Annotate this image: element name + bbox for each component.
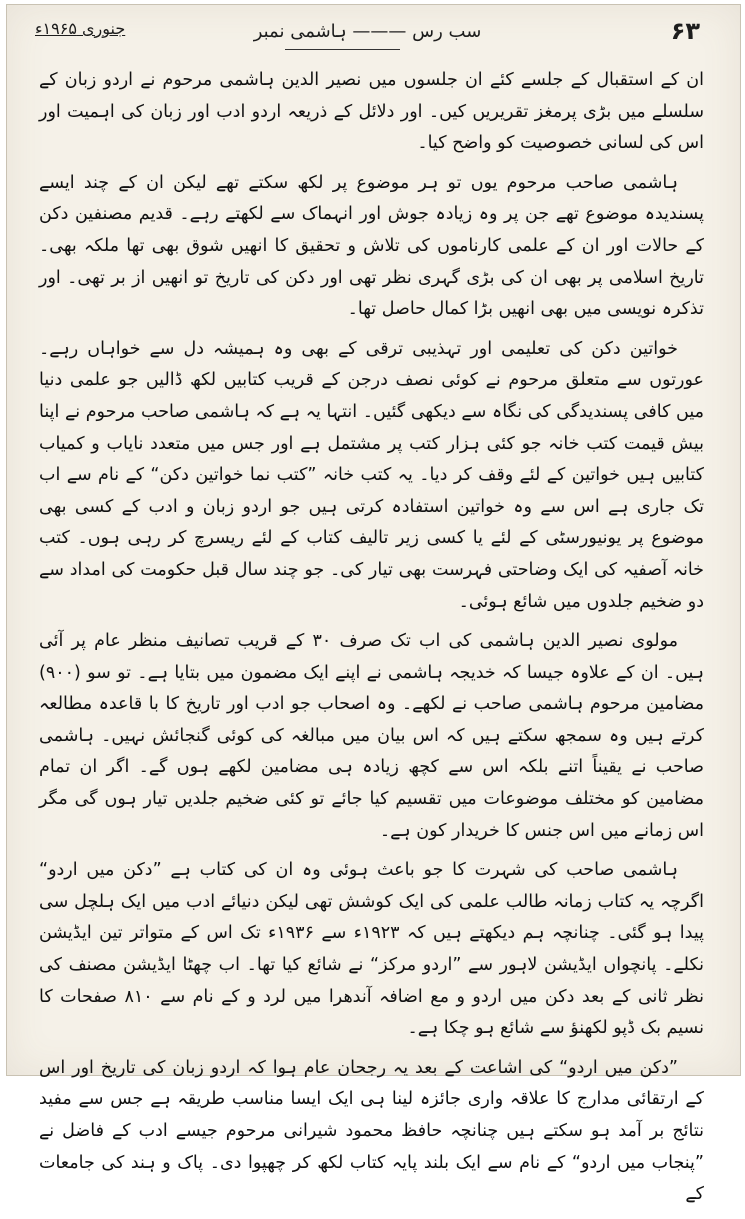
paragraph: ان کے استقبال کے جلسے کئے ان جلسوں میں نصیر الدین ہاشمی مرحوم نے اردو زبان کے سلسلے میں بڑی پرمغز تقریریں کیں۔ اور دلائل کے ذریعہ اردو ادب اور زبان کی اہمیت اور اس کی لسانی خصوصیت کو واضح کیا۔ bbox=[39, 70, 704, 154]
page-number: ۶۳ bbox=[670, 17, 700, 45]
running-title: سب رس ——— ہاشمی نمبر bbox=[253, 21, 482, 42]
header-rule bbox=[285, 49, 400, 50]
paragraph: ”دکن میں اردو“ کی اشاعت کے بعد یہ رجحان عام ہوا کہ اردو زبان کی تاریخ اور اس کے ارتقائی مدارج کا علاقہ واری جائزہ لینا ہی ایک ایسا مناسب طریقہ ہے جس سے مفید نتائج بر آمد ہو سکتے ہیں چنانچہ حافظ محمود شیرانی مرحوم جیسے ادب کے فاضل نے ”پنجاب میں اردو“ کے نام سے ایک بلند پایہ کتاب لکھ کر چھپوا دی۔ پاک و ہند کی جامعات کے bbox=[39, 1057, 704, 1205]
paragraph: مولوی نصیر الدین ہاشمی کی اب تک صرف ۳۰ کے قریب تصانیف منظر عام پر آئی ہیں۔ ان کے علاوہ جیسا کہ خدیجہ ہاشمی نے اپنے ایک مضمون میں بتایا ہے۔ تو سو (۹۰۰) مضامین مرحوم ہاشمی صاحب نے لکھے۔ وہ اصحاب جو ادب اور تاریخ کا با قاعدہ مطالعہ کرتے ہیں وہ سمجھ سکتے ہیں کہ اس بیان میں مبالغہ کی کوئی گنجائش نہیں۔ ہاشمی صاحب نے یقیناً اتنے بلکہ اس سے کچھ زیادہ ہی مضامین لکھے ہوں گے۔ اگر ان تمام مضامین کو مختلف موضوعات میں تقسیم کیا جائے تو کئی ضخیم جلدیں تیار ہوں گی مگر اس زمانے میں اس جنس کا خریدار کون ہے۔ bbox=[39, 631, 704, 841]
document-page bbox=[6, 4, 741, 1205]
page-body bbox=[39, 65, 704, 1219]
page-header bbox=[35, 17, 700, 53]
paragraph: ہاشمی صاحب کی شہرت کا جو باعث ہوئی وہ ان کی کتاب ہے ”دکن میں اردو“ اگرچہ یہ کتاب زمانہ طالب علمی کی ایک کوشش تھی لیکن دنیائے ادب میں ایک ہلچل سی پیدا ہو گئی۔ چنانچہ ہم دیکھتے ہیں کہ ۱۹۲۳ء سے ۱۹۳۶ء تک اس کے متواتر تین ایڈیشن نکلے۔ پانچواں ایڈیشن لاہور سے ”اردو مرکز“ نے شائع کیا تھا۔ اب چھٹا ایڈیشن مصنف کی نظر ثانی کے بعد دکن میں اردو و مع اضافہ آندھرا میں لرد و کے نام سے ۸۱۰ صفحات کا نسیم بک ڈپو لکھنؤ سے شائع ہو چکا ہے۔ bbox=[39, 860, 704, 1039]
issue-date: جنوری ۱۹۶۵ء bbox=[35, 19, 126, 38]
paragraph: ہاشمی صاحب مرحوم یوں تو ہر موضوع پر لکھ سکتے تھے لیکن ان کے چند ایسے پسندیدہ موضوع تھے جن پر وہ زیادہ جوش اور انہماک سے لکھتے رہے۔ قدیم مصنفین دکن کے حالات اور ان کے علمی کارناموں کی تلاش و تحقیق کا انھیں شوق بھی تھا ملکہ بھی۔ تاریخ اسلامی پر بھی ان کی بڑی گہری نظر تھی اور دکن کی تاریخ تو انھیں از بر تھی۔ اور تذکرہ نویسی میں بھی انھیں بڑا کمال حاصل تھا۔ bbox=[39, 172, 704, 320]
paragraph: خواتین دکن کی تعلیمی اور تہذیبی ترقی کے بھی وہ ہمیشہ دل سے خواہاں رہے۔ عورتوں سے متعلق مرحوم نے کوئی نصف درجن کے قریب کتابیں لکھ ڈالیں جو علمی دنیا میں کافی پسندیدگی کی نگاہ سے دیکھی گئیں۔ انتہا یہ ہے کہ ہاشمی صاحب مرحوم نے اپنا بیش قیمت کتب خانہ جو کئی ہزار کتب پر مشتمل ہے اور جس میں متعدد نایاب و کمیاب کتابیں ہیں خواتین کے لئے وقف کر دیا۔ یہ کتب خانہ ”کتب نما خواتین دکن“ کے نام سے اب تک جاری ہے اس سے وہ خواتین استفادہ کرتی ہیں جو اردو زبان و ادب کے کسی بھی موضوع پر یونیورسٹی کے لئے یا کسی زیر تالیف کتاب کے لئے ریسرچ کر رہی ہوں۔ کتب خانہ آصفیہ کی ایک وضاحتی فہرست بھی تیار کی۔ جو چند سال قبل حکومت کی امداد سے دو ضخیم جلدوں میں شائع ہوئی۔ bbox=[39, 338, 704, 612]
